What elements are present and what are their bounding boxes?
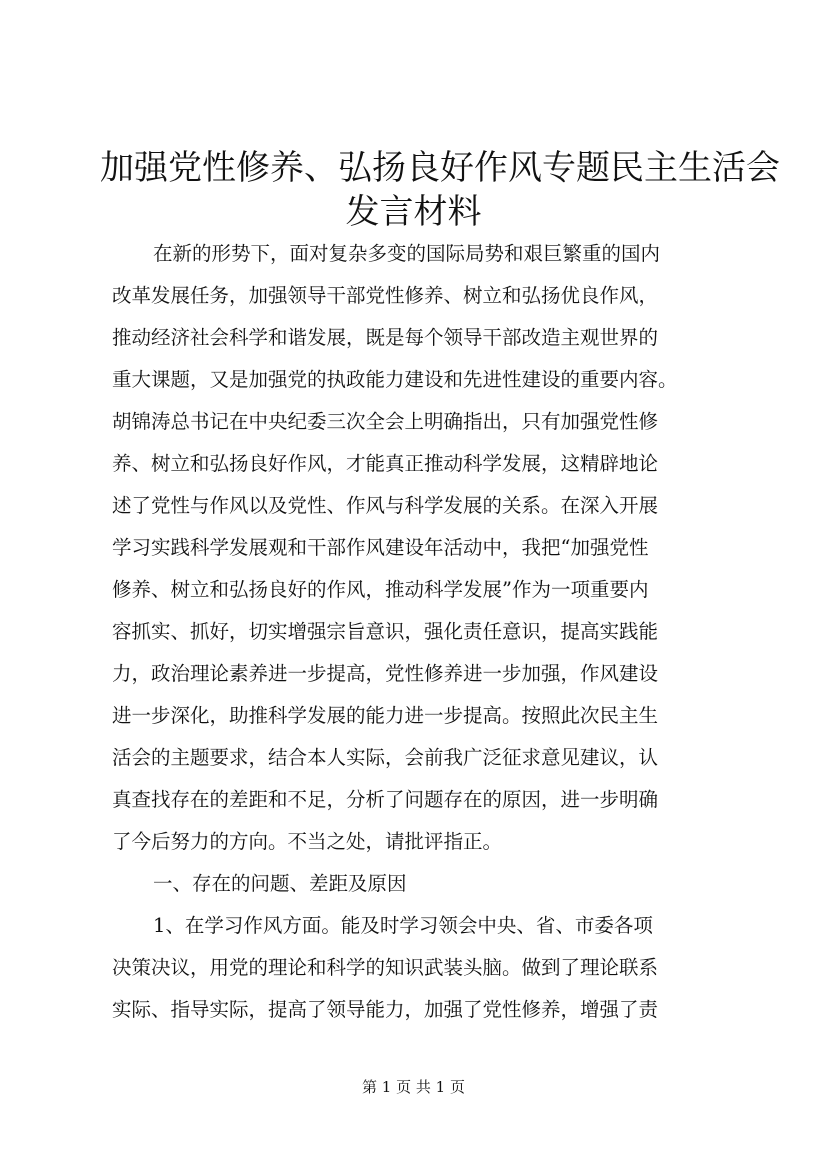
body-line: 修养、树立和弘扬良好的作风，推动科学发展”作为一项重要内 xyxy=(112,578,649,601)
body-line: 实际、指导实际，提高了领导能力，加强了党性修养，增强了责 xyxy=(112,998,659,1021)
body-line: 决策决议，用党的理论和科学的知识武装头脑。做到了理论联系 xyxy=(112,956,659,979)
body-line: 学习实践科学发展观和干部作风建设年活动中，我把“加强党性 xyxy=(112,536,649,559)
body-line: 养、树立和弘扬良好作风，才能真正推动科学发展，这精辟地论 xyxy=(112,452,659,475)
body-line: 述了党性与作风以及党性、作风与科学发展的关系。在深入开展 xyxy=(112,494,659,517)
body-line: 进一步深化，助推科学发展的能力进一步提高。按照此次民主生 xyxy=(112,704,659,727)
body-line: 真查找存在的差距和不足，分析了问题存在的原因，进一步明确 xyxy=(112,788,659,811)
body-line: 胡锦涛总书记在中央纪委三次全会上明确指出，只有加强党性修 xyxy=(112,410,659,433)
section-heading: 一、存在的问题、差距及原因 xyxy=(153,872,407,895)
document-title-line-1: 加强党性修养、弘扬良好作风专题民主生活会 xyxy=(100,148,780,188)
body-line: 了今后努力的方向。不当之处，请批评指正。 xyxy=(112,830,503,853)
body-line: 容抓实、抓好，切实增强宗旨意识，强化责任意识，提高实践能 xyxy=(112,620,659,643)
body-line: 1、在学习作风方面。能及时学习领会中央、省、市委各项 xyxy=(153,914,653,937)
body-line: 重大课题，又是加强党的执政能力建设和先进性建设的重要内容。 xyxy=(112,368,678,391)
body-line: 在新的形势下，面对复杂多变的国际局势和艰巨繁重的国内 xyxy=(153,242,661,265)
page-number: 第 1 页 共 1 页 xyxy=(362,1078,465,1096)
document-title-line-2: 发言材料 xyxy=(345,192,482,232)
body-line: 改革发展任务，加强领导干部党性修养、树立和弘扬优良作风， xyxy=(112,284,659,307)
body-line: 推动经济社会科学和谐发展，既是每个领导干部改造主观世界的 xyxy=(112,326,659,349)
body-line: 活会的主题要求，结合本人实际，会前我广泛征求意见建议，认 xyxy=(112,746,659,769)
body-line: 力，政治理论素养进一步提高，党性修养进一步加强，作风建设 xyxy=(112,662,659,685)
